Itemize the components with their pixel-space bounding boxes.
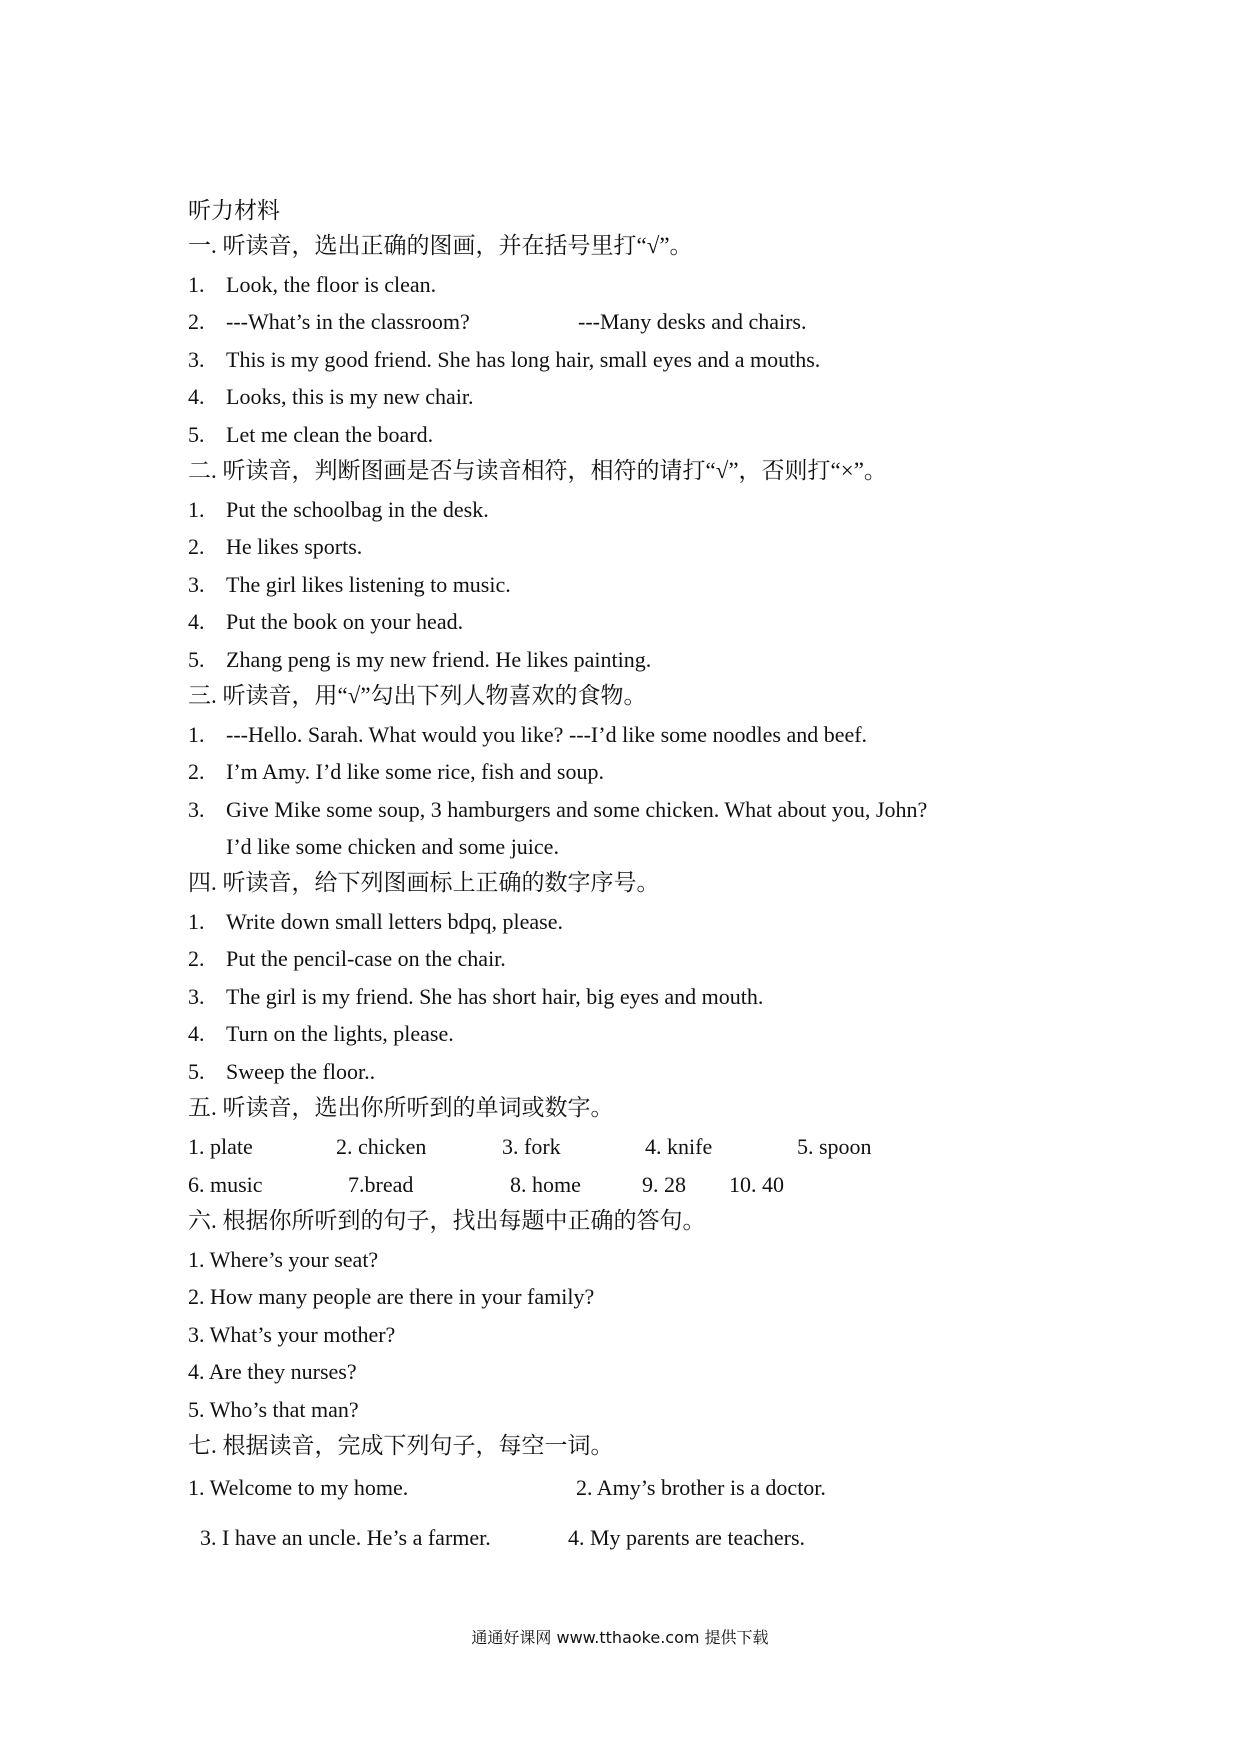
s2-item-1: 1. Put the schoolbag in the desk.: [188, 497, 489, 522]
s4-item-2: 2. Put the pencil-case on the chair.: [188, 946, 506, 971]
s1-item-3: 3. This is my good friend. She has long hair, small eyes and a mouths.: [188, 347, 821, 372]
s7-item-4: 4. My parents are teachers.: [568, 1525, 806, 1550]
section-2-heading: 二. 听读音，判断图画是否与读音相符，相符的请打“√”，否则打“×”。: [188, 458, 887, 483]
page-footer: 通通好课网 www.tthaoke.com 提供下载: [471, 1628, 769, 1647]
s1-item-4: 4. Looks, this is my new chair.: [188, 384, 474, 409]
s5-word-5: 5. spoon: [797, 1134, 872, 1159]
s5-word-2: 2. chicken: [336, 1134, 427, 1159]
s5-word-10: 10. 40: [729, 1172, 784, 1197]
s1-item-2-answer: ---Many desks and chairs.: [578, 309, 807, 334]
s5-word-3: 3. fork: [502, 1134, 561, 1159]
s6-item-1: 1. Where’s your seat?: [188, 1247, 379, 1272]
s5-word-8: 8. home: [510, 1172, 581, 1197]
s1-item-2: 2. ---What’s in the classroom?: [188, 309, 470, 334]
s5-word-6: 6. music: [188, 1172, 263, 1197]
s6-item-3: 3. What’s your mother?: [188, 1322, 396, 1347]
document-title: 听力材料: [188, 198, 280, 223]
section-5-heading: 五. 听读音，选出你所听到的单词或数字。: [188, 1095, 614, 1120]
section-4-heading: 四. 听读音，给下列图画标上正确的数字序号。: [188, 870, 660, 895]
s4-item-3: 3. The girl is my friend. She has short hair, big eyes and mouth.: [188, 984, 764, 1009]
s2-item-3: 3. The girl likes listening to music.: [188, 572, 511, 597]
s1-item-5: 5. Let me clean the board.: [188, 422, 434, 447]
s6-item-4: 4. Are they nurses?: [188, 1359, 357, 1384]
s4-item-4: 4. Turn on the lights, please.: [188, 1021, 454, 1046]
section-6-heading: 六. 根据你所听到的句子，找出每题中正确的答句。: [188, 1208, 706, 1233]
section-1-heading: 一. 听读音，选出正确的图画，并在括号里打“√”。: [188, 233, 693, 258]
section-7-heading: 七. 根据读音，完成下列句子，每空一词。: [188, 1433, 614, 1458]
s5-word-4: 4. knife: [645, 1134, 713, 1159]
s6-item-5: 5. Who’s that man?: [188, 1397, 359, 1422]
s4-item-5: 5. Sweep the floor..: [188, 1059, 376, 1084]
s6-item-2: 2. How many people are there in your family?: [188, 1284, 595, 1309]
s4-item-1: 1. Write down small letters bdpq, please.: [188, 909, 563, 934]
section-3-heading: 三. 听读音，用“√”勾出下列人物喜欢的食物。: [188, 683, 647, 708]
s3-item-3: 3. Give Mike some soup, 3 hamburgers and some chicken. What about you, John?: [188, 797, 928, 822]
s2-item-4: 4. Put the book on your head.: [188, 609, 464, 634]
s5-word-1: 1. plate: [188, 1134, 253, 1159]
s3-item-2: 2. I’m Amy. I’d like some rice, fish and soup.: [188, 759, 604, 784]
s3-item-1: 1. ---Hello. Sarah. What would you like? ---I’d like some noodles and beef.: [188, 722, 868, 747]
s7-item-3: 3. I have an uncle. He’s a farmer.: [200, 1525, 491, 1550]
s5-word-9: 9. 28: [642, 1172, 686, 1197]
s2-item-2: 2. He likes sports.: [188, 534, 363, 559]
s1-item-1: 1. Look, the floor is clean.: [188, 272, 437, 297]
s5-word-7: 7.bread: [348, 1172, 414, 1197]
s7-item-1: 1. Welcome to my home.: [188, 1475, 409, 1500]
s2-item-5: 5. Zhang peng is my new friend. He likes painting.: [188, 647, 652, 672]
s3-item-3-continued: I’d like some chicken and some juice.: [226, 834, 559, 859]
s7-item-2: 2. Amy’s brother is a doctor.: [576, 1475, 826, 1500]
